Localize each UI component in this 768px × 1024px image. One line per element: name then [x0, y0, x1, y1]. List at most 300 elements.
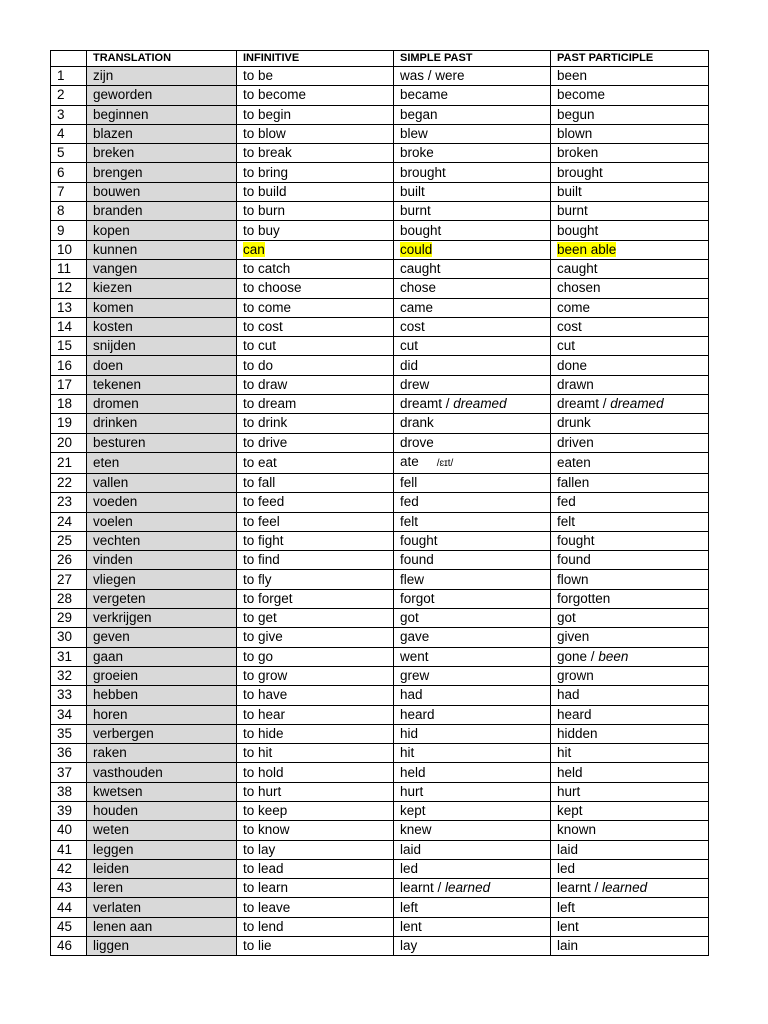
translation-cell-text: drinken — [93, 415, 138, 431]
row-number — [51, 570, 87, 589]
past-participle-cell-text: chosen — [557, 280, 601, 296]
past-participle-cell — [551, 375, 709, 394]
simple-past-cell — [394, 317, 551, 336]
simple-past-cell-text: drank — [400, 415, 434, 431]
past-participle-cell — [551, 317, 709, 336]
simple-past-cell — [394, 395, 551, 414]
infinitive-cell — [237, 744, 394, 763]
translation-cell-text: horen — [93, 706, 128, 722]
translation-cell-text: vasthouden — [93, 764, 163, 780]
infinitive-cell-text: to feed — [243, 494, 285, 510]
row-number — [51, 144, 87, 163]
row-number-text: 23 — [57, 494, 73, 510]
infinitive-cell-text: to fall — [243, 475, 276, 491]
simple-past-cell — [394, 163, 551, 182]
simple-past-cell-alternative: learned — [445, 880, 491, 896]
translation-cell-text: verkrijgen — [93, 610, 152, 626]
infinitive-cell-text: to become — [243, 87, 307, 103]
table-row — [51, 337, 709, 356]
infinitive-cell — [237, 898, 394, 917]
translation-cell — [87, 821, 237, 840]
past-participle-cell — [551, 898, 709, 917]
past-participle-cell — [551, 647, 709, 666]
row-number-text: 10 — [57, 241, 73, 257]
row-number-text: 42 — [57, 861, 73, 877]
table-row — [51, 124, 709, 143]
simple-past-cell-text: built — [400, 183, 425, 199]
infinitive-cell — [237, 609, 394, 628]
simple-past-cell-text: hid — [400, 725, 419, 741]
translation-cell-text: blazen — [93, 126, 133, 142]
translation-cell-text: geven — [93, 629, 130, 645]
past-participle-cell — [551, 395, 709, 414]
table-row — [51, 589, 709, 608]
row-number — [51, 647, 87, 666]
row-number — [51, 124, 87, 143]
row-number-text: 31 — [57, 648, 73, 664]
translation-cell — [87, 298, 237, 317]
past-participle-cell-text: drunk — [557, 415, 591, 431]
simple-past-cell-text: cut — [400, 338, 419, 354]
infinitive-cell-text: to know — [243, 822, 290, 838]
simple-past-cell-text: caught — [400, 261, 441, 277]
translation-cell — [87, 666, 237, 685]
infinitive-cell — [237, 317, 394, 336]
simple-past-cell — [394, 666, 551, 685]
row-number-text: 7 — [57, 183, 65, 199]
translation-cell-text: vliegen — [93, 571, 136, 587]
infinitive-cell-text: to lie — [243, 938, 272, 954]
row-number-text: 18 — [57, 396, 73, 412]
infinitive-cell — [237, 86, 394, 105]
translation-cell — [87, 570, 237, 589]
past-participle-cell — [551, 628, 709, 647]
row-number — [51, 686, 87, 705]
translation-cell-text: verlaten — [93, 899, 142, 915]
infinitive-cell — [237, 493, 394, 512]
translation-cell — [87, 744, 237, 763]
translation-cell — [87, 279, 237, 298]
simple-past-cell — [394, 144, 551, 163]
row-number — [51, 609, 87, 628]
table-row — [51, 144, 709, 163]
infinitive-cell — [237, 375, 394, 394]
infinitive-cell — [237, 221, 394, 240]
simple-past-cell-text: blew — [400, 126, 428, 142]
simple-past-cell-text: came — [400, 299, 434, 315]
past-participle-cell — [551, 821, 709, 840]
translation-cell-text: leren — [93, 880, 124, 896]
infinitive-cell — [237, 163, 394, 182]
header-infinitive: INFINITIVE — [237, 51, 394, 67]
past-participle-cell — [551, 202, 709, 221]
past-participle-cell-text: cut — [557, 338, 576, 354]
infinitive-cell — [237, 628, 394, 647]
past-participle-cell-text: eaten — [557, 454, 591, 470]
simple-past-cell-text: learnt / — [400, 880, 442, 896]
translation-cell — [87, 589, 237, 608]
past-participle-cell-text: become — [557, 87, 606, 103]
row-number — [51, 356, 87, 375]
infinitive-cell — [237, 240, 394, 259]
translation-cell-text: branden — [93, 203, 143, 219]
past-participle-cell-text: found — [557, 552, 591, 568]
infinitive-cell — [237, 801, 394, 820]
translation-cell-text: groeien — [93, 668, 139, 684]
table-row — [51, 298, 709, 317]
translation-cell-text: brengen — [93, 164, 143, 180]
simple-past-cell-text: hit — [400, 745, 415, 761]
past-participle-cell-text: grown — [557, 668, 594, 684]
header-number — [51, 51, 87, 67]
infinitive-cell — [237, 452, 394, 473]
table-row — [51, 686, 709, 705]
header-simple-past: SIMPLE PAST — [394, 51, 551, 67]
translation-cell-text: tekenen — [93, 376, 142, 392]
infinitive-cell-text: to dream — [243, 396, 297, 412]
simple-past-cell-text: gave — [400, 629, 430, 645]
table-row — [51, 917, 709, 936]
simple-past-cell — [394, 182, 551, 201]
row-number — [51, 240, 87, 259]
table-row — [51, 182, 709, 201]
translation-cell-text: zijn — [93, 68, 114, 84]
past-participle-cell-text: lent — [557, 918, 579, 934]
simple-past-cell — [394, 917, 551, 936]
translation-cell-text: leggen — [93, 841, 134, 857]
simple-past-cell-text: began — [400, 106, 438, 122]
past-participle-cell-text: left — [557, 899, 576, 915]
simple-past-cell — [394, 259, 551, 278]
table-row — [51, 821, 709, 840]
past-participle-cell-alternative: been — [598, 648, 629, 664]
simple-past-cell-text: burnt — [400, 203, 431, 219]
simple-past-cell — [394, 898, 551, 917]
infinitive-cell-text: to go — [243, 648, 274, 664]
past-participle-cell-text: heard — [557, 706, 592, 722]
row-number-text: 2 — [57, 87, 65, 103]
translation-cell-text: vallen — [93, 475, 129, 491]
infinitive-cell — [237, 144, 394, 163]
past-participle-cell-text: driven — [557, 434, 594, 450]
simple-past-cell-text: became — [400, 87, 449, 103]
translation-cell-text: houden — [93, 803, 139, 819]
past-participle-cell — [551, 782, 709, 801]
simple-past-cell-text: went — [400, 648, 429, 664]
translation-cell-text: breken — [93, 145, 135, 161]
row-number-text: 9 — [57, 222, 65, 238]
past-participle-cell — [551, 182, 709, 201]
past-participle-cell-text: flown — [557, 571, 589, 587]
row-number — [51, 840, 87, 859]
past-participle-cell-text: been — [557, 68, 588, 84]
translation-cell — [87, 163, 237, 182]
translation-cell-text: snijden — [93, 338, 136, 354]
past-participle-cell — [551, 763, 709, 782]
row-number — [51, 317, 87, 336]
infinitive-cell — [237, 666, 394, 685]
row-number-text: 36 — [57, 745, 73, 761]
row-number-text: 17 — [57, 376, 73, 392]
past-participle-cell-text: bought — [557, 222, 599, 238]
translation-cell — [87, 801, 237, 820]
simple-past-cell — [394, 337, 551, 356]
table-row — [51, 202, 709, 221]
past-participle-cell-text: burnt — [557, 203, 588, 219]
table-row — [51, 317, 709, 336]
past-participle-cell — [551, 493, 709, 512]
past-participle-cell — [551, 473, 709, 492]
table-row — [51, 724, 709, 743]
simple-past-cell — [394, 356, 551, 375]
row-number — [51, 202, 87, 221]
past-participle-cell-text: led — [557, 861, 576, 877]
infinitive-cell-text: to begin — [243, 106, 292, 122]
past-participle-cell — [551, 67, 709, 86]
simple-past-cell — [394, 473, 551, 492]
translation-cell-text: kwetsen — [93, 783, 143, 799]
infinitive-cell-text: to find — [243, 552, 280, 568]
past-participle-cell — [551, 705, 709, 724]
infinitive-cell — [237, 414, 394, 433]
infinitive-cell-text: to leave — [243, 899, 291, 915]
infinitive-cell — [237, 937, 394, 956]
row-number — [51, 589, 87, 608]
simple-past-cell-text: flew — [400, 571, 425, 587]
translation-cell-text: kunnen — [93, 241, 138, 257]
infinitive-cell — [237, 105, 394, 124]
past-participle-cell — [551, 801, 709, 820]
row-number — [51, 859, 87, 878]
past-participle-cell — [551, 879, 709, 898]
infinitive-cell — [237, 67, 394, 86]
translation-cell — [87, 512, 237, 531]
translation-cell — [87, 879, 237, 898]
table-row — [51, 531, 709, 550]
header-past-participle: PAST PARTICIPLE — [551, 51, 709, 67]
translation-cell-text: hebben — [93, 687, 139, 703]
translation-cell — [87, 782, 237, 801]
infinitive-cell — [237, 124, 394, 143]
table-row — [51, 105, 709, 124]
simple-past-cell — [394, 67, 551, 86]
infinitive-cell — [237, 840, 394, 859]
past-participle-cell — [551, 163, 709, 182]
translation-cell — [87, 493, 237, 512]
translation-cell-text: kopen — [93, 222, 130, 238]
row-number-text: 8 — [57, 203, 65, 219]
row-number-text: 20 — [57, 434, 73, 450]
past-participle-cell — [551, 433, 709, 452]
simple-past-cell — [394, 105, 551, 124]
simple-past-cell — [394, 821, 551, 840]
row-number — [51, 879, 87, 898]
row-number — [51, 259, 87, 278]
translation-cell — [87, 724, 237, 743]
translation-cell — [87, 317, 237, 336]
infinitive-cell-text: to buy — [243, 222, 280, 238]
translation-cell-text: vinden — [93, 552, 133, 568]
translation-cell — [87, 240, 237, 259]
infinitive-cell — [237, 433, 394, 452]
simple-past-cell — [394, 298, 551, 317]
simple-past-cell — [394, 763, 551, 782]
table-row — [51, 395, 709, 414]
past-participle-cell — [551, 551, 709, 570]
past-participle-cell — [551, 259, 709, 278]
past-participle-cell — [551, 298, 709, 317]
past-participle-cell — [551, 512, 709, 531]
row-number — [51, 801, 87, 820]
translation-cell — [87, 356, 237, 375]
past-participle-cell — [551, 452, 709, 473]
past-participle-cell-text: hurt — [557, 783, 581, 799]
simple-past-cell-text: found — [400, 552, 434, 568]
row-number-text: 3 — [57, 106, 65, 122]
row-number — [51, 395, 87, 414]
row-number — [51, 493, 87, 512]
past-participle-cell-text: felt — [557, 513, 576, 529]
infinitive-cell — [237, 589, 394, 608]
simple-past-cell — [394, 609, 551, 628]
past-participle-cell — [551, 531, 709, 550]
simple-past-cell — [394, 493, 551, 512]
row-number-text: 29 — [57, 610, 73, 626]
simple-past-cell-text: felt — [400, 513, 419, 529]
row-number-text: 19 — [57, 415, 73, 431]
translation-cell-text: kosten — [93, 319, 133, 334]
infinitive-cell-text: to lay — [243, 841, 276, 857]
row-number-text: 1 — [57, 68, 65, 84]
infinitive-cell-text: to choose — [243, 280, 302, 296]
row-number-text: 12 — [57, 280, 73, 296]
infinitive-cell-text: to fly — [243, 571, 272, 587]
table-row — [51, 647, 709, 666]
infinitive-cell — [237, 647, 394, 666]
infinitive-cell — [237, 686, 394, 705]
past-participle-cell-text: forgotten — [557, 590, 611, 606]
translation-cell — [87, 609, 237, 628]
translation-cell — [87, 259, 237, 278]
row-number-text: 39 — [57, 803, 73, 819]
simple-past-cell — [394, 724, 551, 743]
past-participle-cell — [551, 744, 709, 763]
past-participle-cell — [551, 609, 709, 628]
translation-cell — [87, 86, 237, 105]
simple-past-cell-text: broke — [400, 145, 434, 161]
translation-cell-text: eten — [93, 454, 120, 470]
row-number-text: 27 — [57, 571, 73, 587]
translation-cell-text: liggen — [93, 938, 130, 954]
row-number-text: 45 — [57, 918, 73, 934]
infinitive-cell-text: to build — [243, 183, 287, 199]
translation-cell — [87, 221, 237, 240]
simple-past-cell — [394, 628, 551, 647]
translation-cell — [87, 937, 237, 956]
simple-past-cell-text: ate — [400, 453, 419, 469]
simple-past-cell-text: lent — [400, 918, 422, 934]
past-participle-cell-text: learnt / — [557, 880, 599, 896]
infinitive-cell — [237, 182, 394, 201]
simple-past-cell — [394, 221, 551, 240]
table-row — [51, 937, 709, 956]
row-number — [51, 724, 87, 743]
row-number-text: 41 — [57, 841, 73, 857]
past-participle-cell-text: got — [557, 610, 576, 626]
simple-past-cell — [394, 202, 551, 221]
simple-past-cell — [394, 414, 551, 433]
table-body — [51, 67, 709, 956]
table-row — [51, 279, 709, 298]
infinitive-cell-text: to be — [243, 68, 274, 84]
simple-past-cell — [394, 433, 551, 452]
past-participle-cell-text: done — [557, 357, 588, 373]
translation-cell-text: leiden — [93, 861, 130, 877]
past-participle-cell-text: known — [557, 822, 597, 838]
translation-cell-text: besturen — [93, 434, 146, 450]
row-number — [51, 452, 87, 473]
infinitive-cell — [237, 356, 394, 375]
infinitive-cell — [237, 705, 394, 724]
translation-cell-text: lenen aan — [93, 918, 153, 934]
table-row — [51, 512, 709, 531]
table-row — [51, 763, 709, 782]
simple-past-cell — [394, 531, 551, 550]
simple-past-cell — [394, 551, 551, 570]
past-participle-cell — [551, 724, 709, 743]
translation-cell-text: beginnen — [93, 106, 149, 122]
translation-cell-text: voelen — [93, 513, 133, 529]
infinitive-cell-text: to drive — [243, 434, 288, 450]
past-participle-cell-text: built — [557, 183, 582, 199]
row-number — [51, 67, 87, 86]
infinitive-cell — [237, 395, 394, 414]
simple-past-cell-text: cost — [400, 319, 425, 334]
header-translation: TRANSLATION — [87, 51, 237, 67]
row-number — [51, 221, 87, 240]
table-row — [51, 259, 709, 278]
simple-past-cell — [394, 279, 551, 298]
row-number — [51, 163, 87, 182]
past-participle-cell — [551, 840, 709, 859]
infinitive-cell — [237, 473, 394, 492]
translation-cell — [87, 452, 237, 473]
simple-past-cell — [394, 375, 551, 394]
infinitive-cell-text: to get — [243, 610, 277, 626]
row-number — [51, 298, 87, 317]
table-row — [51, 356, 709, 375]
table-row — [51, 666, 709, 685]
infinitive-cell-text: to lead — [243, 861, 284, 877]
row-number — [51, 705, 87, 724]
infinitive-cell-text: to drink — [243, 415, 288, 431]
irregular-verbs-table — [50, 50, 709, 956]
past-participle-cell — [551, 221, 709, 240]
simple-past-cell-text: hurt — [400, 783, 424, 799]
simple-past-cell — [394, 686, 551, 705]
row-number — [51, 937, 87, 956]
table-row — [51, 414, 709, 433]
row-number — [51, 551, 87, 570]
translation-cell — [87, 628, 237, 647]
infinitive-cell-text: to cost — [243, 319, 283, 334]
translation-cell — [87, 202, 237, 221]
row-number — [51, 531, 87, 550]
infinitive-cell — [237, 724, 394, 743]
table-row — [51, 859, 709, 878]
translation-cell — [87, 414, 237, 433]
past-participle-cell-text: cost — [557, 319, 582, 334]
